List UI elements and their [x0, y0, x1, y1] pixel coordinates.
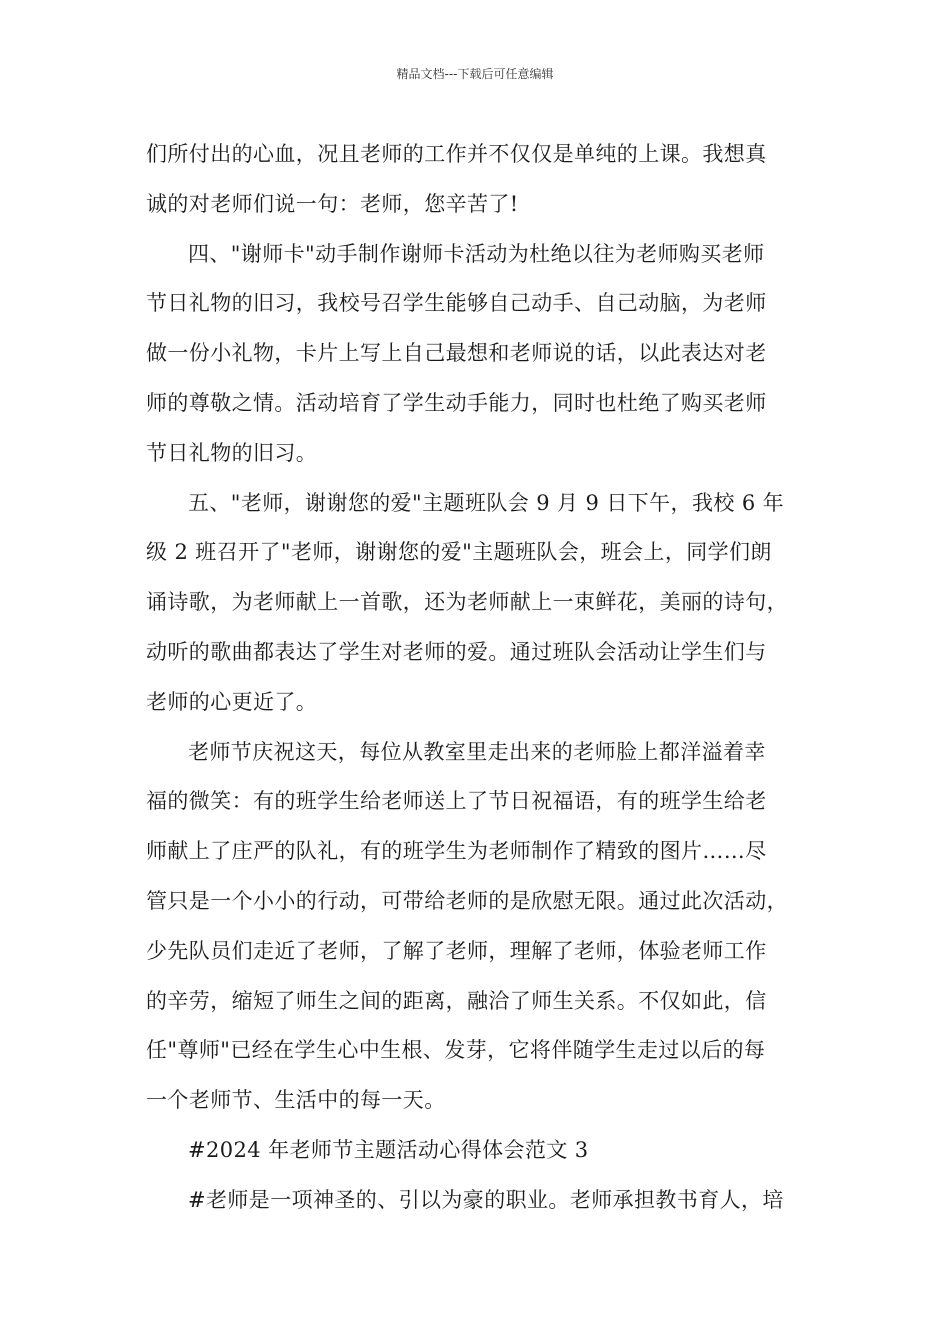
text-line: 一个老师节、生活中的每一天。 [146, 1088, 446, 1113]
document-body [146, 130, 826, 1226]
text-line: 福的微笑：有的班学生给老师送上了节日祝福语，有的班学生给老 [146, 789, 767, 814]
text-line: 级 2 班召开了"老师，谢谢您的爱"主题班队会，班会上，同学们朗 [146, 540, 772, 565]
text-line: 五、"老师，谢谢您的爱"主题班队会 9 月 9 日下午，我校 6 年 [188, 490, 785, 515]
text-line: #老师是一项神圣的、引以为豪的职业。老师承担教书育人，培 [188, 1187, 784, 1212]
text-line: 四、"谢师卡"动手制作谢师卡活动为杜绝以往为老师购买老师 [188, 241, 765, 266]
text-line: 节日礼物的旧习，我校号召学生能够自己动手、自己动脑，为老师 [146, 291, 767, 316]
text-line: 的辛劳，缩短了师生之间的距离，融洽了师生关系。不仅如此，信 [146, 988, 767, 1013]
text-line: 管只是一个小小的行动，可带给老师的是欣慰无限。通过此次活动， [146, 888, 788, 913]
text-line: 师献上了庄严的队礼，有的班学生为老师制作了精致的图片……尽 [146, 839, 767, 864]
text-line: 少先队员们走近了老师，了解了老师，理解了老师，体验老师工作 [146, 938, 767, 963]
text-line: 老师的心更近了。 [146, 689, 318, 714]
text-line: 任"尊师"已经在学生心中生根、发芽，它将伴随学生走过以后的每 [146, 1038, 766, 1063]
section-heading: #2024 年老师节主题活动心得体会范文 3 [188, 1137, 589, 1162]
text-line: 做一份小礼物，卡片上写上自己最想和老师说的话，以此表达对老 [146, 341, 767, 366]
page-header: 精品文档---下载后可任意编辑 [396, 67, 554, 81]
text-line: 们所付出的心血，况且老师的工作并不仅仅是单纯的上课。我想真 [146, 142, 767, 166]
text-line: 师的尊敬之情。活动培育了学生动手能力，同时也杜绝了购买老师 [146, 390, 767, 415]
text-line: 节日礼物的旧习。 [146, 440, 318, 465]
text-line: 动听的歌曲都表达了学生对老师的爱。通过班队会活动让学生们与 [146, 639, 767, 664]
text-line: 诵诗歌，为老师献上一首歌，还为老师献上一束鲜花，美丽的诗句， [146, 590, 788, 615]
text-line: 老师节庆祝这天，每位从教室里走出来的老师脸上都洋溢着幸 [188, 739, 766, 764]
text-line: 诚的对老师们说一句：老师，您辛苦了! [146, 191, 519, 216]
